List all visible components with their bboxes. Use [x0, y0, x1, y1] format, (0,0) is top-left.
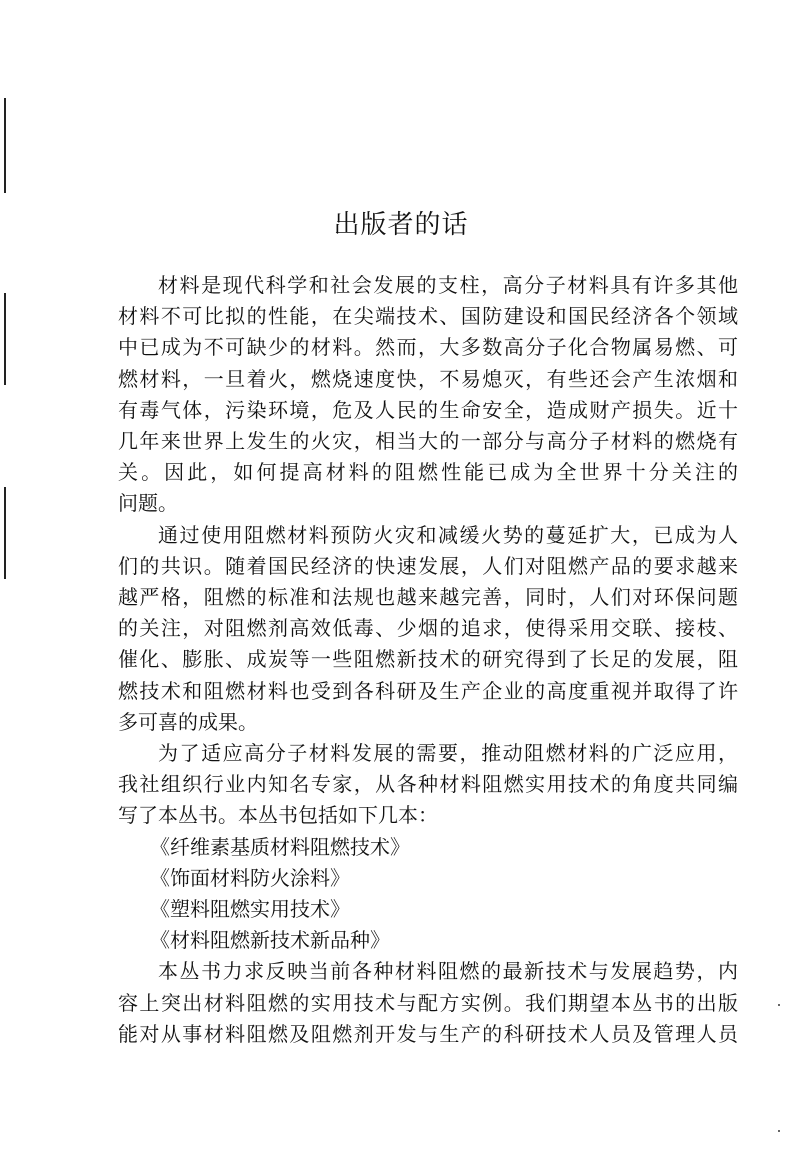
paragraph-line: 材料不可比拟的性能，在尖端技术、国防建设和国民经济各个领域 [118, 304, 738, 328]
paragraph-line: 我社组织行业内知名专家，从各种材料阻燃实用技术的角度共同编 [118, 772, 738, 796]
paragraph-line: 几年来世界上发生的火灾，相当大的一部分与高分子材料的燃烧有 [118, 429, 738, 453]
paragraph-line: 问题。 [118, 491, 178, 515]
scan-edge-mark [4, 293, 6, 385]
paragraph-line: 多可喜的成果。 [118, 710, 258, 734]
paragraph-line: 通过使用阻燃材料预防火灾和减缓火势的蔓延扩大，已成为人 [158, 523, 738, 547]
paragraph-line: 关。因此，如何提高材料的阻燃性能已成为全世界十分关注的 [118, 460, 738, 484]
paragraph-line: 催化、膨胀、成炭等一些阻燃新技术的研究得到了长足的发展，阻 [118, 647, 738, 671]
book-title-line: 《饰面材料防火涂料》 [150, 866, 350, 890]
paragraph-line: 有毒气体，污染环境，危及人民的生命安全，造成财产损失。近十 [118, 398, 738, 422]
paragraph-line: 容上突出材料阻燃的实用技术与配方实例。我们期望本丛书的出版 [118, 991, 738, 1015]
paragraph-line: 越严格，阻燃的标准和法规也越来越完善，同时，人们对环保问题 [118, 585, 738, 609]
book-title-line: 《材料阻燃新技术新品种》 [150, 928, 390, 952]
paragraph-line: 燃材料，一旦着火，燃烧速度快，不易熄灭，有些还会产生浓烟和 [118, 367, 738, 391]
scan-speck [778, 1130, 780, 1132]
book-title-line: 《纤维素基质材料阻燃技术》 [150, 835, 410, 859]
paragraph-line: 材料是现代科学和社会发展的支柱，高分子材料具有许多其他 [158, 273, 738, 297]
scan-edge-mark [4, 487, 6, 579]
scan-speck [778, 1004, 780, 1006]
book-title-line: 《塑料阻燃实用技术》 [150, 897, 350, 921]
paragraph-line: 中已成为不可缺少的材料。然而，大多数高分子化合物属易燃、可 [118, 335, 738, 359]
paragraph-line: 为了适应高分子材料发展的需要，推动阻燃材料的广泛应用， [158, 741, 738, 765]
paragraph-line: 们的共识。随着国民经济的快速发展，人们对阻燃产品的要求越来 [118, 554, 738, 578]
page-title: 出版者的话 [333, 210, 469, 240]
paragraph-line: 燃技术和阻燃材料也受到各科研及生产企业的高度重视并取得了许 [118, 679, 738, 703]
paragraph-line: 能对从事材料阻燃及阻燃剂开发与生产的科研技术人员及管理人员 [118, 1022, 738, 1046]
paragraph-line: 的关注，对阻燃剂高效低毒、少烟的追求，使得采用交联、接枝、 [118, 616, 738, 640]
paragraph-line: 本丛书力求反映当前各种材料阻燃的最新技术与发展趋势，内 [158, 959, 738, 983]
scan-edge-mark [4, 98, 6, 193]
paragraph-line: 写了本丛书。本丛书包括如下几本： [118, 803, 438, 827]
